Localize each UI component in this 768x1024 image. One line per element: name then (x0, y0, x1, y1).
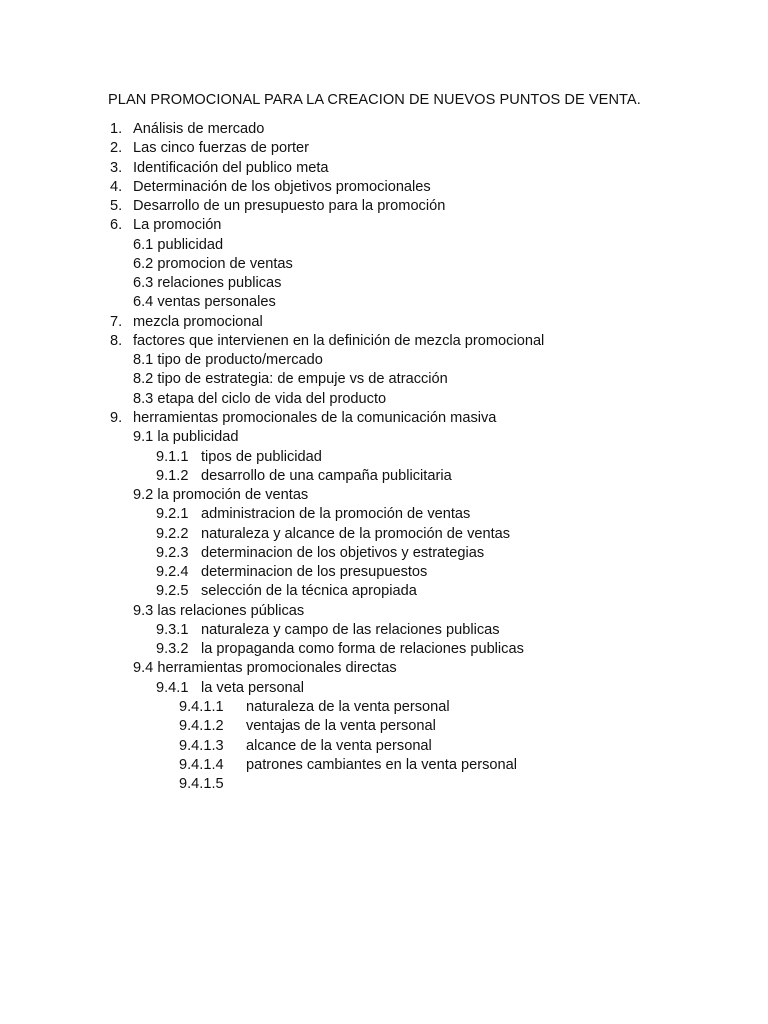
outline-item-number: 5. (110, 198, 123, 215)
outline-item (0, 178, 768, 197)
outline-item-number: 9.4.1.5 (179, 776, 224, 793)
outline-item (0, 197, 768, 216)
outline-item-text: 6.4 ventas personales (133, 294, 276, 311)
outline-item-text: 6.3 relaciones publicas (133, 275, 282, 292)
outline-item-number: 9.3.1 (156, 621, 189, 638)
outline-item (0, 313, 768, 332)
outline-item (0, 717, 768, 736)
outline-item-text: 8.1 tipo de producto/mercado (133, 352, 323, 369)
outline-item (0, 390, 768, 409)
outline-item-text: factores que intervienen en la definición de mezcla promocional (133, 332, 545, 349)
outline-item-number: 4. (110, 178, 123, 195)
outline-item-text: herramientas promocionales de la comunicación masiva (133, 409, 497, 426)
outline-item (0, 679, 768, 698)
outline-item (0, 737, 768, 756)
outline-item (0, 525, 768, 544)
outline-item-number: 9.1.1 (156, 448, 189, 465)
outline-item-text: selección de la técnica apropiada (201, 583, 417, 600)
outline-item-number: 2. (110, 140, 123, 157)
outline-item (0, 216, 768, 235)
outline-item (0, 582, 768, 601)
outline-item-text: 9.1 la publicidad (133, 429, 239, 446)
outline-item-text: Identificación del publico meta (133, 159, 329, 176)
outline-item (0, 428, 768, 447)
outline-item (0, 544, 768, 563)
outline-item-number: 9.4.1 (156, 679, 189, 696)
outline-item (0, 467, 768, 486)
outline-item-number: 9.1.2 (156, 467, 189, 484)
outline-item (0, 602, 768, 621)
outline-item (0, 621, 768, 640)
outline-item-number: 9.2.2 (156, 525, 189, 542)
outline-item-text: La promoción (133, 217, 222, 234)
outline-item-text: 9.4 herramientas promocionales directas (133, 660, 397, 677)
outline-item-text: 8.3 etapa del ciclo de vida del producto (133, 390, 387, 407)
outline-item-number: 9.4.1.3 (179, 737, 224, 754)
outline-item-text: naturaleza de la venta personal (246, 698, 450, 715)
outline-item-text: tipos de publicidad (201, 448, 322, 465)
outline-item (0, 255, 768, 274)
outline-item-text: 9.2 la promoción de ventas (133, 487, 309, 504)
outline-item-text: 6.1 publicidad (133, 236, 224, 253)
outline-item (0, 505, 768, 524)
outline-item-number: 9.2.1 (156, 506, 189, 523)
document-title: PLAN PROMOCIONAL PARA LA CREACION DE NUEVOS PUNTOS DE VENTA. (108, 92, 641, 108)
outline-item-number: 9.2.3 (156, 544, 189, 561)
outline-item-text: patrones cambiantes en la venta personal (246, 756, 517, 773)
outline-item-number: 3. (110, 159, 123, 176)
outline-item-number: 9.4.1.4 (179, 756, 224, 773)
outline-item-number: 9.2.5 (156, 583, 189, 600)
outline-item (0, 698, 768, 717)
outline-item (0, 775, 768, 794)
outline-item (0, 409, 768, 428)
outline-item-text: Análisis de mercado (133, 121, 265, 137)
outline-list (0, 120, 768, 794)
outline-item (0, 293, 768, 312)
outline-item-number: 1. (110, 121, 123, 137)
outline-item-number: 7. (110, 313, 123, 330)
outline-item-number: 9.2.4 (156, 564, 189, 581)
outline-item-text: Desarrollo de un presupuesto para la promoción (133, 198, 446, 215)
outline-item (0, 159, 768, 178)
outline-item-text: 6.2 promocion de ventas (133, 255, 293, 272)
outline-item (0, 563, 768, 582)
outline-item-text: 8.2 tipo de estrategia: de empuje vs de atracción (133, 371, 448, 388)
outline-item-text: Determinación de los objetivos promocionales (133, 178, 431, 195)
outline-item (0, 236, 768, 255)
outline-item-text: administracion de la promoción de ventas (201, 506, 471, 523)
outline-item (0, 370, 768, 389)
outline-item (0, 274, 768, 293)
outline-item-text: la propaganda como forma de relaciones publicas (201, 641, 524, 658)
outline-item-text: 9.3 las relaciones públicas (133, 602, 305, 619)
outline-item-text: desarrollo de una campaña publicitaria (201, 467, 452, 484)
outline-item-number: 6. (110, 217, 123, 234)
outline-item (0, 448, 768, 467)
outline-item-number: 9.4.1.2 (179, 718, 224, 735)
outline-item (0, 756, 768, 775)
outline-item (0, 139, 768, 158)
outline-item-text: naturaleza y campo de las relaciones publicas (201, 621, 500, 638)
outline-item-text: ventajas de la venta personal (246, 718, 436, 735)
outline-item-text: naturaleza y alcance de la promoción de ventas (201, 525, 511, 542)
outline-item (0, 332, 768, 351)
outline-item-text: alcance de la venta personal (246, 737, 432, 754)
outline-item-number: 9. (110, 409, 123, 426)
outline-item-number: 8. (110, 332, 123, 349)
outline-item (0, 351, 768, 370)
outline-item (0, 486, 768, 505)
outline-item-number: 9.4.1.1 (179, 698, 224, 715)
outline-item-number: 9.3.2 (156, 641, 189, 658)
outline-item-text: determinacion de los objetivos y estrategias (201, 544, 485, 561)
outline-item (0, 120, 768, 139)
outline-item-text: mezcla promocional (133, 313, 263, 330)
outline-item (0, 640, 768, 659)
outline-item (0, 659, 768, 678)
outline-item-text: la veta personal (201, 679, 305, 696)
outline-item-text: Las cinco fuerzas de porter (133, 140, 310, 157)
outline-item-text: determinacion de los presupuestos (201, 564, 428, 581)
